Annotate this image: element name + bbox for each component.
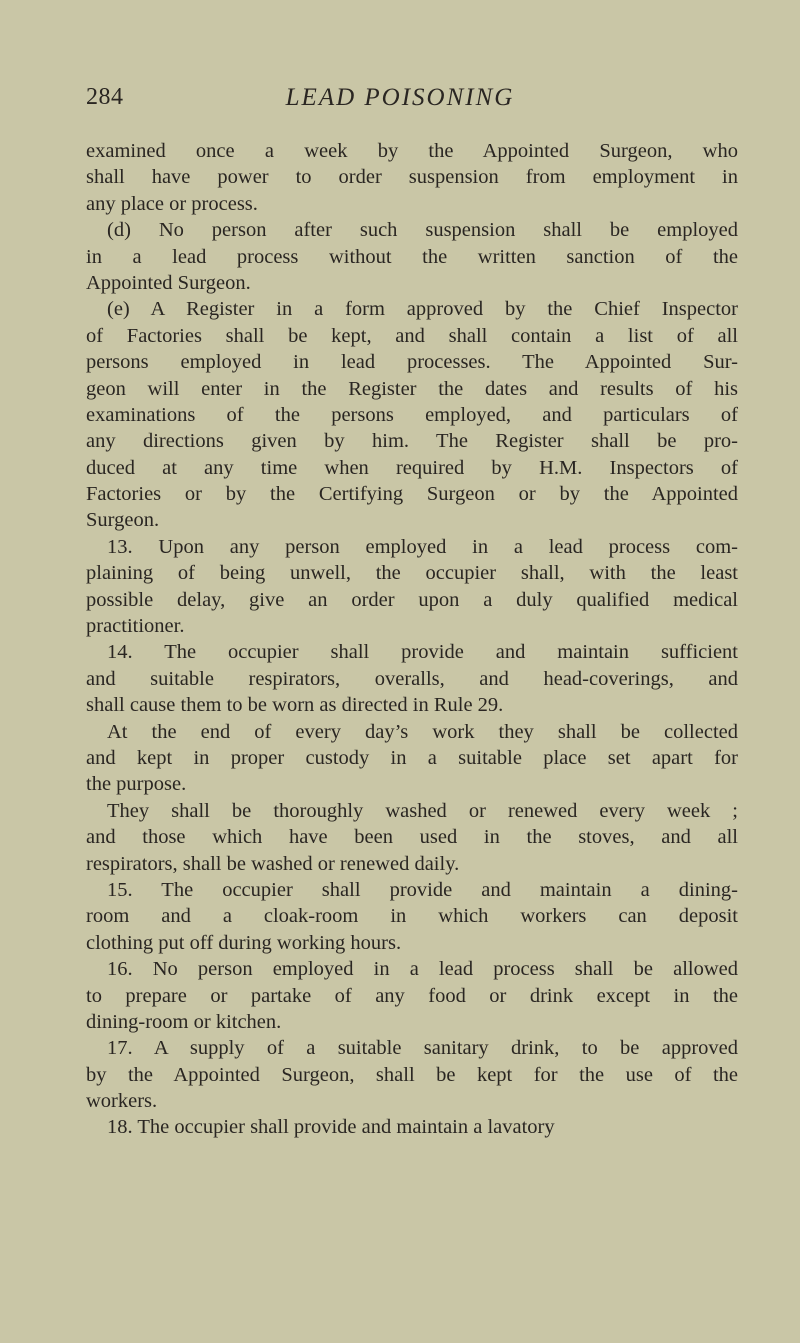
text-line: At the end of every day’s work they shall be collected	[107, 720, 738, 743]
text-line: geon will enter in the Register the dates and results of his	[86, 377, 738, 400]
text-line: (e) A Register in a form approved by the Chief Inspector	[107, 298, 738, 321]
text-line: to prepare or partake of any food or drink except in the	[86, 984, 738, 1007]
text-line: shall cause them to be worn as directed in Rule 29.	[86, 694, 504, 717]
text-line: (d) No person after such suspension shall be employed	[107, 219, 738, 242]
text-line: examined once a week by the Appointed Surgeon, who	[86, 140, 738, 162]
text-line: possible delay, give an order upon a duly qualified medical	[86, 588, 738, 611]
text-line: 13. Upon any person employed in a lead process com-	[107, 535, 738, 558]
text-line: 15. The occupier shall provide and maintain a dining-	[107, 878, 738, 901]
text-line: Factories or by the Certifying Surgeon or by the Appointed	[86, 483, 738, 506]
text-line: dining-room or kitchen.	[86, 1010, 282, 1033]
text-line: examinations of the persons employed, and particulars of	[86, 403, 738, 426]
text-line: clothing put off during working hours.	[86, 931, 402, 954]
text-line: 16. No person employed in a lead process shall be allowed	[107, 958, 738, 981]
text-line: 14. The occupier shall provide and maintain sufficient	[107, 641, 738, 664]
text-line: workers.	[86, 1090, 158, 1113]
text-line: respirators, shall be washed or renewed daily.	[86, 852, 460, 875]
text-line: practitioner.	[86, 615, 185, 638]
text-line: 18. The occupier shall provide and maintain a lavatory	[107, 1116, 555, 1139]
text-line: 17. A supply of a suitable sanitary drink, to be approved	[107, 1037, 738, 1060]
text-line: shall have power to order suspension from employment in	[86, 166, 738, 189]
text-line: by the Appointed Surgeon, shall be kept for the use of the	[86, 1063, 738, 1086]
text-line: and those which have been used in the stoves, and all	[86, 826, 738, 849]
text-line: They shall be thoroughly washed or renewed every week ;	[107, 799, 738, 822]
text-line: Appointed Surgeon.	[86, 271, 251, 294]
text-line: persons employed in lead processes. The Appointed Sur-	[86, 351, 738, 374]
running-title: LEAD POISONING	[285, 84, 515, 111]
text-line: Surgeon.	[86, 509, 160, 532]
page-header	[0, 84, 800, 124]
text-line: the purpose.	[86, 773, 187, 796]
text-line: and kept in proper custody in a suitable place set apart for	[86, 746, 738, 769]
text-line: any directions given by him. The Register shall be pro-	[86, 430, 738, 453]
text-line: any place or process.	[86, 192, 258, 215]
body-text	[86, 138, 738, 1141]
text-line: duced at any time when required by H.M. Inspectors of	[86, 456, 738, 479]
text-line: of Factories shall be kept, and shall contain a list of all	[86, 324, 738, 347]
page-number: 284	[86, 84, 124, 110]
text-line: and suitable respirators, overalls, and head-coverings, and	[86, 667, 738, 690]
text-line: in a lead process without the written sanction of the	[86, 245, 738, 268]
text-line: plaining of being unwell, the occupier shall, with the least	[86, 562, 738, 585]
text-line: room and a cloak-room in which workers can deposit	[86, 905, 738, 928]
